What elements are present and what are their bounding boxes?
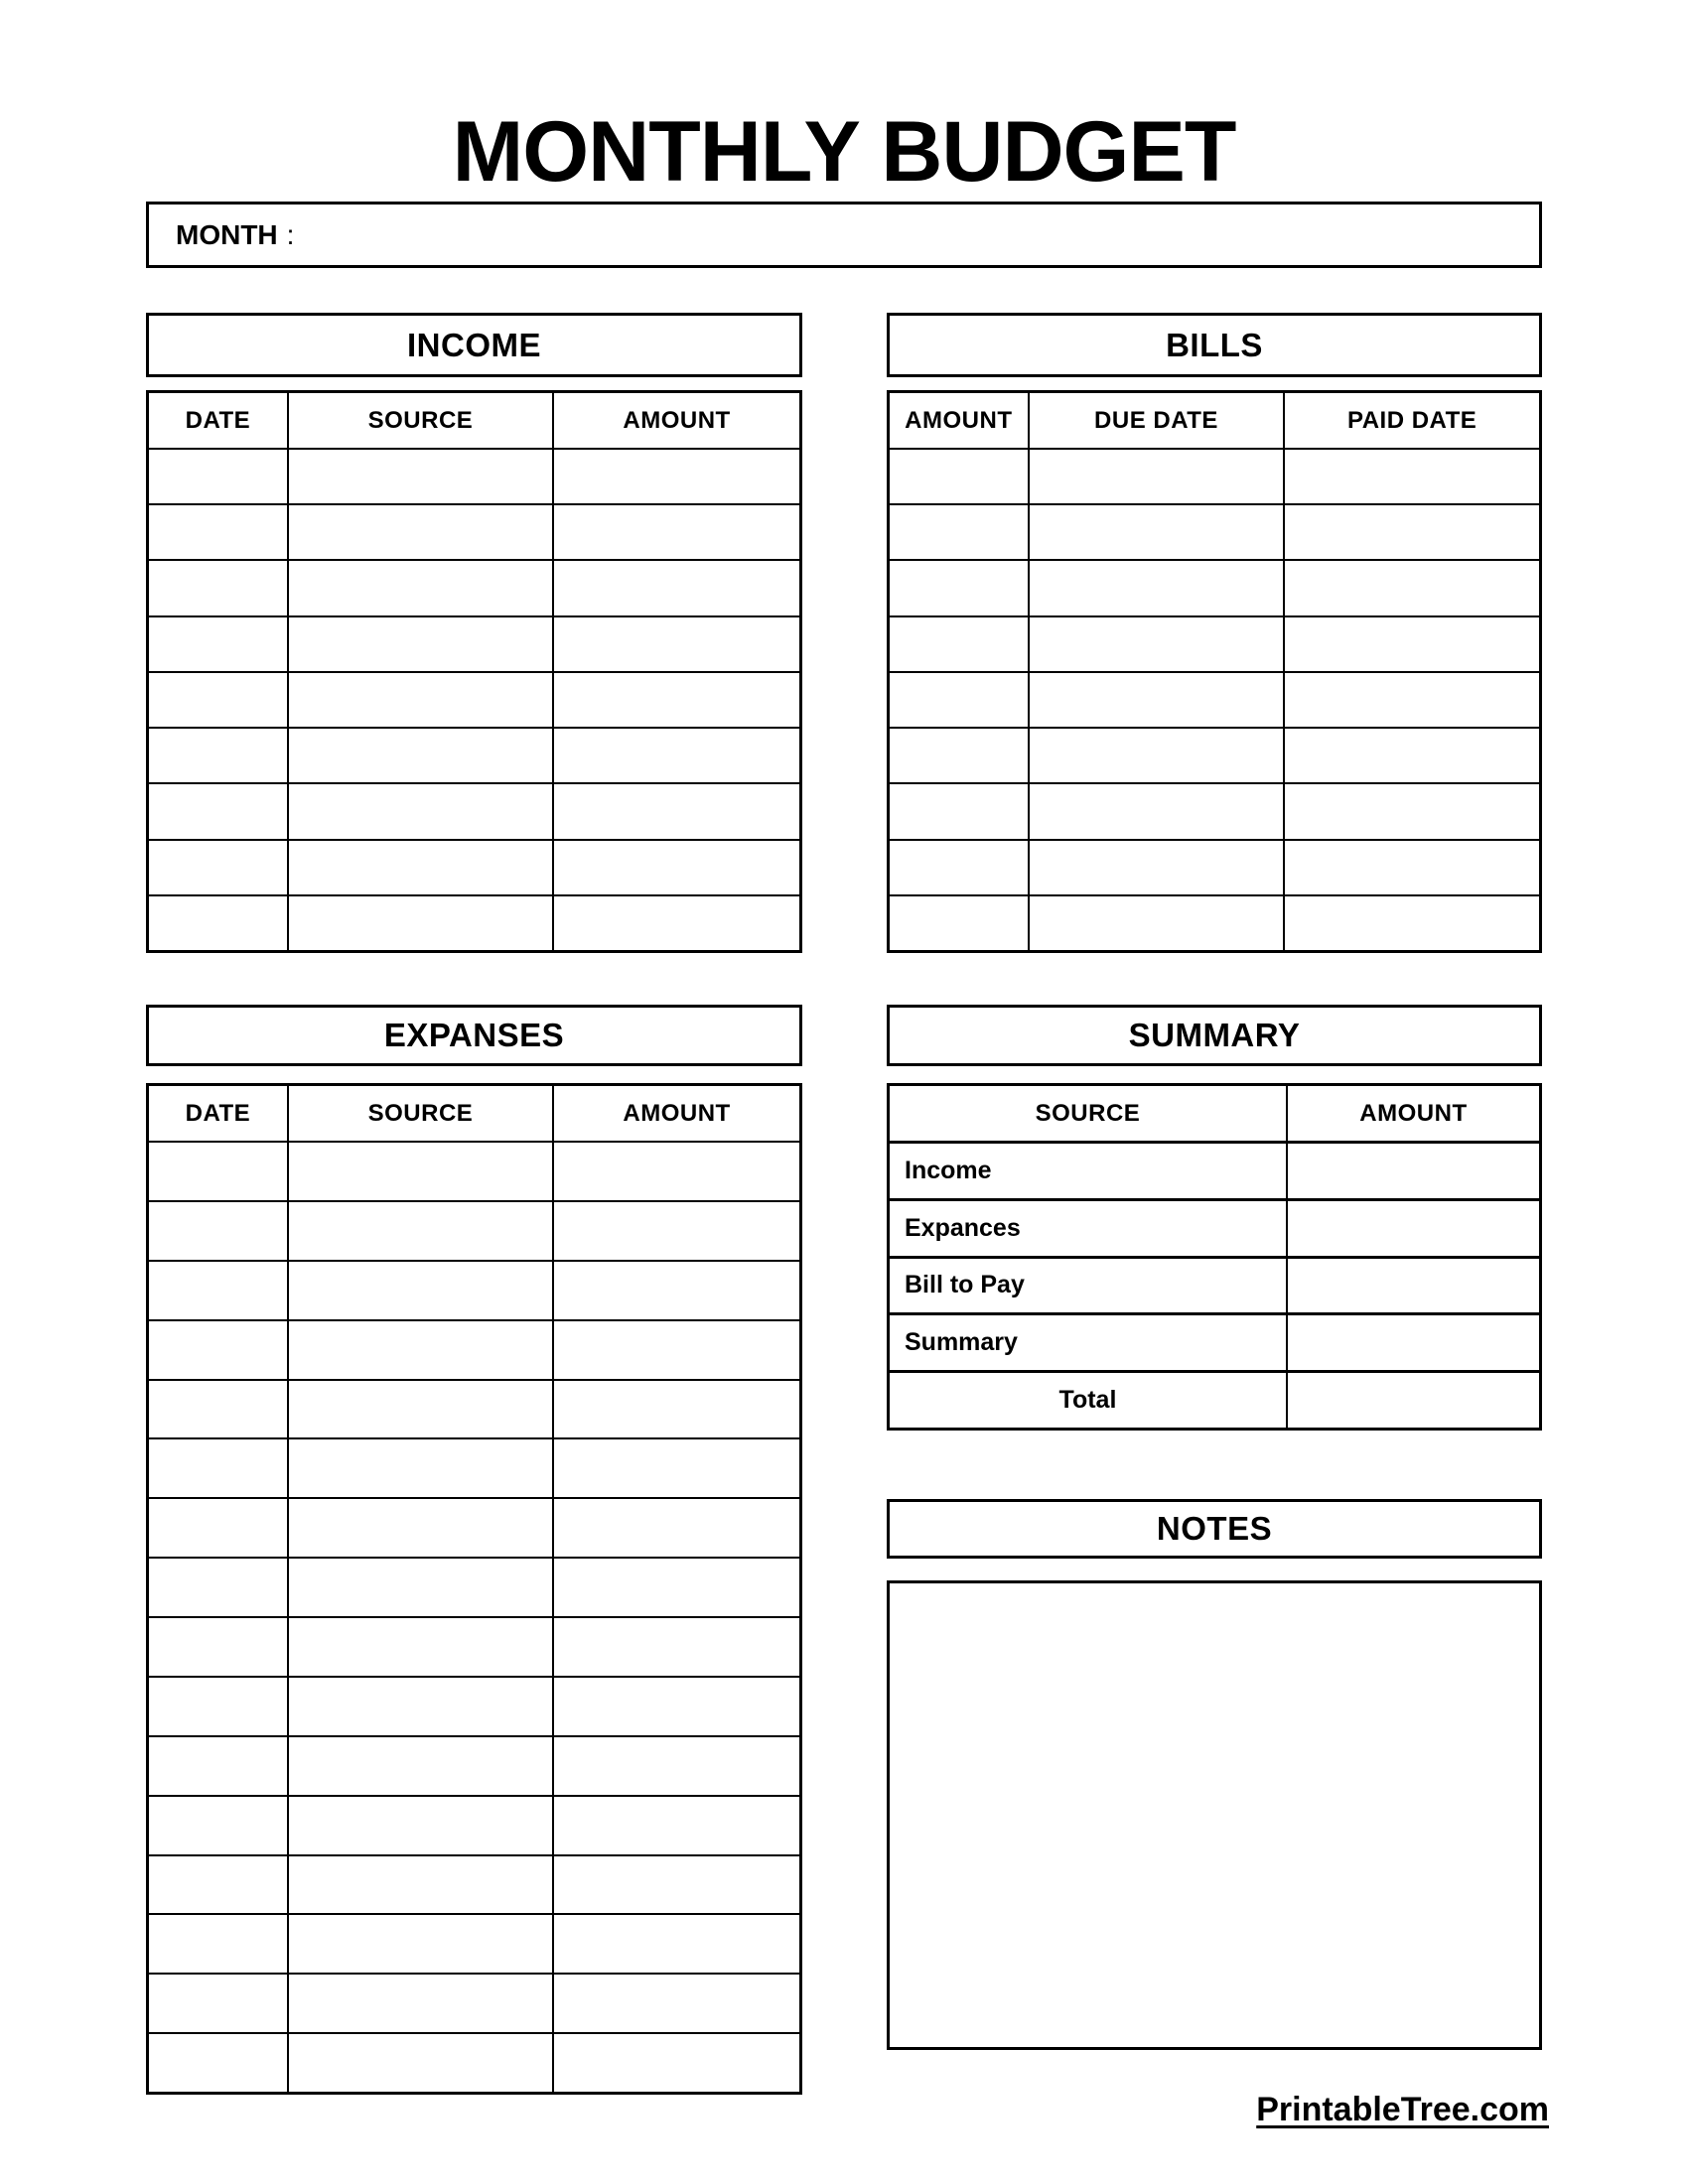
- income-cell[interactable]: [287, 671, 552, 727]
- expanses-cell[interactable]: [287, 1735, 552, 1795]
- footer-link[interactable]: PrintableTree.com: [1256, 2091, 1549, 2128]
- notes-area[interactable]: [887, 1580, 1542, 2050]
- expanses-column-header: AMOUNT: [552, 1086, 799, 1141]
- expanses-cell[interactable]: [149, 1795, 287, 1854]
- bills-cell[interactable]: [1028, 782, 1284, 838]
- bills-cell[interactable]: [890, 559, 1028, 614]
- income-cell[interactable]: [149, 727, 287, 782]
- month-colon: :: [286, 218, 295, 250]
- income-cell[interactable]: [287, 503, 552, 559]
- income-cell[interactable]: [149, 503, 287, 559]
- bills-cell[interactable]: [890, 448, 1028, 503]
- page-title: MONTHLY BUDGET: [452, 104, 1236, 200]
- expanses-cell[interactable]: [149, 1557, 287, 1616]
- income-cell[interactable]: [287, 615, 552, 671]
- summary-row-label: Total: [890, 1370, 1286, 1428]
- expanses-cell[interactable]: [149, 1379, 287, 1438]
- expanses-cell[interactable]: [149, 1319, 287, 1379]
- income-cell[interactable]: [149, 448, 287, 503]
- expanses-cell[interactable]: [287, 1319, 552, 1379]
- expanses-cell[interactable]: [287, 1379, 552, 1438]
- income-cell[interactable]: [149, 671, 287, 727]
- expanses-cell[interactable]: [552, 1973, 799, 2032]
- expanses-cell[interactable]: [552, 1260, 799, 1319]
- expanses-cell[interactable]: [552, 1200, 799, 1260]
- summary-section-title-box: [887, 1005, 1542, 1066]
- summary-row-label: Expances: [890, 1198, 1286, 1256]
- month-input[interactable]: [310, 218, 1539, 252]
- expanses-table: [146, 1083, 802, 2095]
- income-section-title: INCOME: [407, 326, 541, 363]
- bills-cell[interactable]: [890, 615, 1028, 671]
- expanses-cell[interactable]: [149, 1854, 287, 1914]
- bills-column-header: AMOUNT: [905, 406, 1013, 434]
- bills-cell[interactable]: [1283, 782, 1539, 838]
- income-cell[interactable]: [552, 839, 799, 894]
- notes-section-title: NOTES: [1156, 1510, 1273, 1547]
- expanses-cell[interactable]: [149, 1141, 287, 1200]
- income-cell[interactable]: [552, 559, 799, 614]
- bills-cell[interactable]: [1283, 559, 1539, 614]
- income-column-header: DATE: [185, 406, 251, 434]
- income-cell[interactable]: [552, 671, 799, 727]
- bills-cell[interactable]: [890, 503, 1028, 559]
- summary-column-header: AMOUNT: [1286, 1086, 1539, 1141]
- expanses-cell[interactable]: [552, 1319, 799, 1379]
- bills-cell[interactable]: [1283, 671, 1539, 727]
- bills-cell[interactable]: [1028, 839, 1284, 894]
- expanses-cell[interactable]: [149, 2032, 287, 2092]
- expanses-cell[interactable]: [149, 1497, 287, 1557]
- bills-cell[interactable]: [1028, 615, 1284, 671]
- bills-section-title: BILLS: [1166, 326, 1263, 363]
- month-label: MONTH: [176, 218, 278, 250]
- income-cell[interactable]: [149, 782, 287, 838]
- month-field-box: [146, 202, 1542, 268]
- bills-cell[interactable]: [890, 894, 1028, 950]
- summary-amount-cell[interactable]: [1286, 1312, 1539, 1370]
- expanses-cell[interactable]: [287, 1260, 552, 1319]
- income-cell[interactable]: [287, 448, 552, 503]
- expanses-cell[interactable]: [149, 1616, 287, 1676]
- bills-section-title-box: [887, 313, 1542, 377]
- income-cell[interactable]: [552, 615, 799, 671]
- expanses-cell[interactable]: [552, 1795, 799, 1854]
- summary-table: [887, 1083, 1542, 1431]
- expanses-section-title: EXPANSES: [383, 1017, 565, 1053]
- bills-cell[interactable]: [1028, 727, 1284, 782]
- summary-row-label: Summary: [890, 1312, 1286, 1370]
- expanses-cell[interactable]: [552, 1437, 799, 1497]
- expanses-cell[interactable]: [552, 1141, 799, 1200]
- expanses-cell[interactable]: [149, 1260, 287, 1319]
- bills-cell[interactable]: [1283, 839, 1539, 894]
- bills-cell[interactable]: [1283, 894, 1539, 950]
- expanses-column-header: SOURCE: [287, 1086, 552, 1141]
- expanses-cell[interactable]: [287, 1141, 552, 1200]
- expanses-cell[interactable]: [149, 1676, 287, 1735]
- expanses-cell[interactable]: [287, 1557, 552, 1616]
- expanses-column-header: DATE: [185, 1099, 251, 1127]
- bills-cell[interactable]: [1028, 448, 1284, 503]
- expanses-cell[interactable]: [552, 1557, 799, 1616]
- bills-cell[interactable]: [1028, 894, 1284, 950]
- summary-column-header: SOURCE: [1035, 1099, 1141, 1127]
- income-cell[interactable]: [287, 839, 552, 894]
- expanses-cell[interactable]: [552, 1913, 799, 1973]
- income-column-header: AMOUNT: [552, 393, 799, 448]
- expanses-cell[interactable]: [287, 1854, 552, 1914]
- expanses-cell[interactable]: [287, 1973, 552, 2032]
- income-cell[interactable]: [552, 727, 799, 782]
- income-cell[interactable]: [287, 894, 552, 950]
- bills-cell[interactable]: [1283, 727, 1539, 782]
- expanses-cell[interactable]: [287, 1200, 552, 1260]
- bills-cell[interactable]: [890, 839, 1028, 894]
- summary-amount-cell[interactable]: [1286, 1370, 1539, 1428]
- summary-amount-cell[interactable]: [1286, 1256, 1539, 1313]
- income-cell[interactable]: [287, 727, 552, 782]
- bills-cell[interactable]: [1283, 448, 1539, 503]
- summary-row-label: Income: [890, 1141, 1286, 1198]
- bills-cell[interactable]: [890, 727, 1028, 782]
- income-cell[interactable]: [287, 782, 552, 838]
- income-cell[interactable]: [552, 503, 799, 559]
- bills-cell[interactable]: [1028, 559, 1284, 614]
- bills-cell[interactable]: [1028, 503, 1284, 559]
- income-table: [146, 390, 802, 953]
- bills-cell[interactable]: [890, 671, 1028, 727]
- income-cell[interactable]: [149, 615, 287, 671]
- summary-section-title: SUMMARY: [1128, 1017, 1301, 1053]
- expanses-cell[interactable]: [287, 1676, 552, 1735]
- expanses-cell[interactable]: [287, 1913, 552, 1973]
- expanses-cell[interactable]: [149, 1973, 287, 2032]
- summary-row-label: Bill to Pay: [890, 1256, 1286, 1313]
- expanses-cell[interactable]: [149, 1200, 287, 1260]
- expanses-cell[interactable]: [287, 1616, 552, 1676]
- bills-cell[interactable]: [1283, 503, 1539, 559]
- expanses-cell[interactable]: [149, 1913, 287, 1973]
- income-cell[interactable]: [149, 894, 287, 950]
- bills-cell[interactable]: [890, 782, 1028, 838]
- expanses-cell[interactable]: [552, 1616, 799, 1676]
- summary-amount-cell[interactable]: [1286, 1198, 1539, 1256]
- notes-section-title-box: [887, 1499, 1542, 1559]
- bills-column-header: PAID DATE: [1283, 393, 1539, 448]
- expanses-cell[interactable]: [287, 1497, 552, 1557]
- expanses-cell[interactable]: [287, 1437, 552, 1497]
- expanses-section-title-box: [146, 1005, 802, 1066]
- income-section-title-box: [146, 313, 802, 377]
- bills-column-header: DUE DATE: [1028, 393, 1284, 448]
- income-cell[interactable]: [149, 839, 287, 894]
- expanses-cell[interactable]: [552, 1854, 799, 1914]
- bills-cell[interactable]: [1283, 615, 1539, 671]
- expanses-cell[interactable]: [149, 1735, 287, 1795]
- income-cell[interactable]: [552, 448, 799, 503]
- bills-cell[interactable]: [1028, 671, 1284, 727]
- income-cell[interactable]: [552, 894, 799, 950]
- income-cell[interactable]: [287, 559, 552, 614]
- expanses-cell[interactable]: [287, 2032, 552, 2092]
- expanses-cell[interactable]: [552, 1735, 799, 1795]
- summary-amount-cell[interactable]: [1286, 1141, 1539, 1198]
- expanses-cell[interactable]: [552, 1497, 799, 1557]
- expanses-cell[interactable]: [552, 1676, 799, 1735]
- bills-table: [887, 390, 1542, 953]
- expanses-cell[interactable]: [552, 2032, 799, 2092]
- expanses-cell[interactable]: [552, 1379, 799, 1438]
- income-cell[interactable]: [552, 782, 799, 838]
- income-cell[interactable]: [149, 559, 287, 614]
- income-column-header: SOURCE: [287, 393, 552, 448]
- expanses-cell[interactable]: [149, 1437, 287, 1497]
- expanses-cell[interactable]: [287, 1795, 552, 1854]
